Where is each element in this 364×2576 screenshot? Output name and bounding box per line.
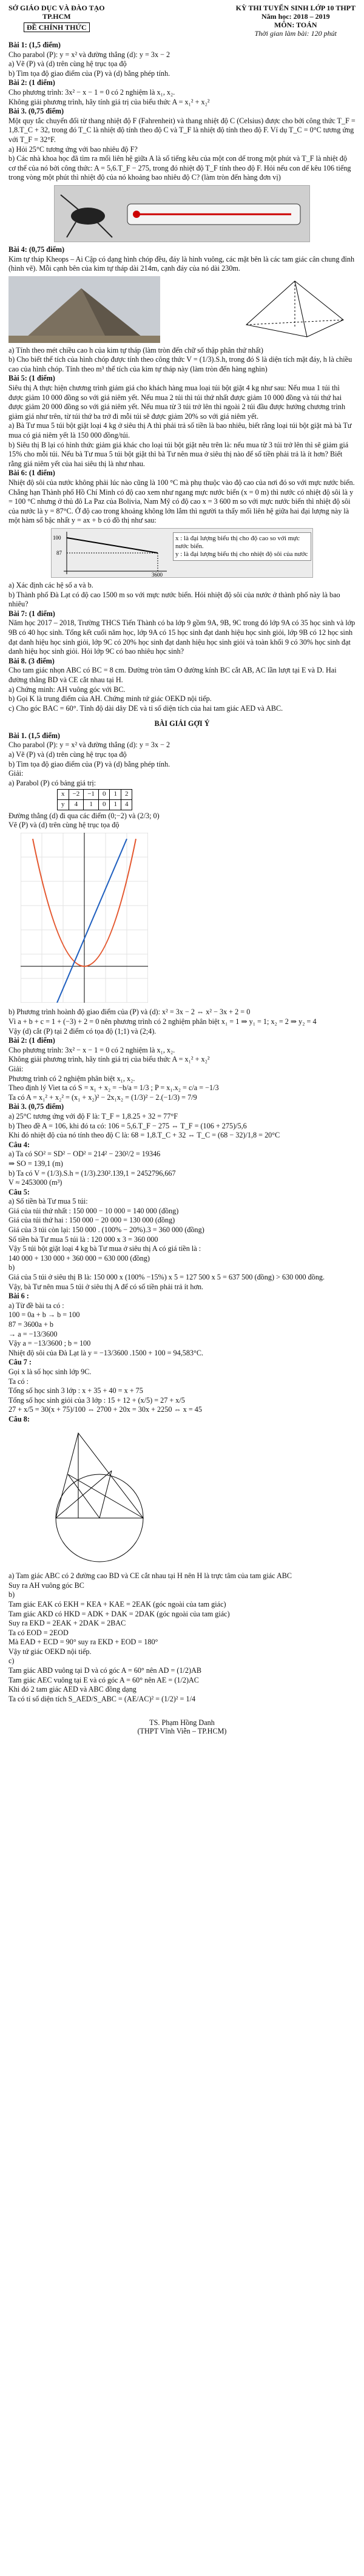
sol1-line: a) Vẽ (P) và (d) trên cùng hệ trục tọa độ — [8, 750, 127, 759]
sol2-line: a) Số tiền bà Tư mua 5 túi: — [8, 1197, 88, 1206]
sol3-line: Tam giác ABD vuông tại D và có góc A = 60° nên AD = (1/2)AB — [8, 1666, 202, 1675]
sol2-line: V ≈ 2453000 (m³) — [8, 1178, 62, 1187]
sol1-line: Giải: — [8, 769, 24, 778]
pyramid-photo — [8, 276, 160, 343]
sol3-line: Suy ra AH vuông góc BC — [8, 1581, 84, 1590]
sol2-line: b) — [8, 1263, 15, 1272]
sol3-line: a) Tam giác ABC có 2 đường cao BD và CE cắt nhau tại H nên H là trực tâm của tam giác ABC — [8, 1571, 292, 1581]
exam2-line: a) Tính theo mét chiều cao h của kim tự tháp (làm tròn đến chữ số thập phân thứ nhất) — [8, 345, 263, 354]
sol1-line: Cho parabol (P): y = x² và đường thẳng (d): y = 3x − 2 — [8, 741, 170, 750]
sol2-line: Giá của 3 túi còn lại: 150 000 . (100% − 20%).3 = 360 000 (đồng) — [8, 1225, 204, 1235]
sol2-line: 87 = 3600a + b — [8, 1320, 53, 1329]
exam-part-1 — [8, 41, 356, 183]
sol2-line: Câu 8: — [8, 1414, 30, 1423]
exam2-line: Nhiệt độ sôi của nước không phải lúc nào cũng là 100 °C mà phụ thuộc vào độ cao của nơi đó so với mực nước biển. Chẳng hạn Thành phố Hồ Chí Minh có độ cao xem như ngang mực nước biển (x = 0 m) thì nước có nhiệt độ sôi là y = 100 °C nhưng ở thủ đô La Paz của Bolivia, Nam Mỹ có độ cao x = 3 600 m so với mực nước biển thì nhiệt độ sôi của nước là y = 87°C. Ở độ cao trong khoảng không lớn lắm thì người ta thấy mối liên hệ giữa hai đại lượng này là một hàm số bậc nhất y = ax + b có đồ thị như sau: — [8, 478, 355, 525]
value-table-row-x — [58, 790, 132, 800]
sol2-line: a) 25°C tương ứng với độ F là: T_F = 1,8.25 + 32 = 77°F — [8, 1111, 178, 1120]
department-name: SỞ GIÁO DỤC VÀ ĐÀO TẠO — [8, 4, 105, 12]
subject: MÔN: TOÁN — [274, 21, 317, 29]
sol3-line: Mà EAD + ECD = 90° suy ra EKD + EOD = 180° — [8, 1638, 158, 1647]
sol2-line: 27 + x/5 = 30(x + 75)/100 ⇔ 2700 + 20x = 30x + 2250 ⇔ x = 45 — [8, 1405, 202, 1414]
official-exam-box: ĐỀ CHÍNH THỨC — [24, 22, 90, 32]
sol2-line: Khi đó nhiệt độ của nó tính theo độ C là: 68 = 1,8.T_C + 32 ⇔ T_C = (68 − 32)/1,8 = 20°C — [8, 1131, 280, 1140]
exam3-line: Bài 8. (3 điểm) — [8, 656, 55, 665]
exam-part-2a — [8, 245, 356, 274]
solution-part-1b — [8, 812, 356, 830]
sol3-line: Tam giác AEC vuông tại E và có góc A = 60° nên AE = (1/2)AC — [8, 1675, 199, 1684]
exam-line: a) Vẽ (P) và (d) trên cùng hệ trục tọa độ — [8, 59, 127, 69]
sol2-line: Giải: — [8, 1064, 24, 1073]
author-school: (THPT Vĩnh Viễn – TP.HCM) — [137, 1727, 227, 1736]
geometry-svg — [21, 1427, 178, 1567]
exam2-line: b) Cho biết thể tích của hình chóp được tính theo công thức V = (1/3).S.h, trong đó S là diện tích mặt đáy, h là chiều cao của hình chóp. Tính theo m³ thể tích của kim tự tháp này (làm tròn đến hàng nghìn) — [8, 355, 352, 373]
exam-part-2b — [8, 346, 356, 526]
school-year: Năm học: 2018 – 2019 — [261, 12, 330, 21]
document-page — [8, 0, 356, 1735]
sol2-line: a) Ta có SO² = SD² − OD² = 214² − 230²/2 = 19346 — [8, 1150, 161, 1159]
exam3-line: Cho tam giác nhọn ABC có BC = 8 cm. Đường tròn tâm O đường kính BC cắt AB, AC lần lượt tại E và D. Hai đường thẳng BD và CE cắt nhau tại H. — [8, 666, 337, 684]
value-table-cell: y — [58, 800, 69, 810]
exam-line: Bài 3. (0,75 điểm) — [8, 107, 64, 116]
exam2-line: Siêu thị A thực hiện chương trình giảm giá cho khách hàng mua loại túi bột giặt 4 kg như sau: Nếu mua 1 túi thì được giảm 10 000 đồng so với giá niêm yết. Nếu mua 2 túi thì túi thứ nhất được giảm 10 000 đồng và túi thứ hai được giảm 20 000 đồng so với giá niêm yết. Nếu mua từ 3 túi trở lên thì ngoài 2 túi đầu được hưởng chương trình giảm giá như trên, từ túi thứ ba trở đi mỗi túi sẽ được giảm 20% so với giá niêm yết. — [8, 384, 346, 421]
graph-y-100: 100 — [53, 534, 61, 541]
sol2-line: Vậy 5 túi bột giặt loại 4 kg bà Tư mua ở siêu thị A có giá tiền là : — [8, 1244, 201, 1253]
value-table-cell: 4 — [121, 800, 132, 810]
sol2-line: a) Từ đề bài ta có : — [8, 1301, 64, 1310]
solution-part-2 — [8, 1008, 356, 1424]
sol2-line: Gọi x là số học sinh lớp 9C. — [8, 1367, 92, 1376]
sol2-line: Bài 3. (0,75 điểm) — [8, 1102, 64, 1111]
sol3-line: Khi đó 2 tam giác AED và ABC đồng dạng — [8, 1685, 136, 1694]
sol2-line: Vậy a = −13/3600 ; b = 100 — [8, 1339, 91, 1348]
boiling-graph — [51, 528, 313, 578]
sol1-line: a) Parabol (P) có bảng giá trị: — [8, 778, 96, 787]
sol2-line: Giá của túi thứ hai : 150 000 − 20 000 = 130 000 (đồng) — [8, 1216, 175, 1225]
exam-part-3 — [8, 581, 356, 713]
sol2-line: Bài 2: (1 điểm) — [8, 1036, 55, 1045]
sol2-line: Ta có : — [8, 1377, 29, 1386]
sol3-line: c) — [8, 1656, 15, 1666]
geometry-figure — [21, 1427, 356, 1570]
graph-x-3600: 3600 — [152, 571, 163, 577]
sol2-line: Phương trình có 2 nghiệm phân biệt x₁, x₂. — [8, 1074, 135, 1083]
pyramid-diagram — [234, 276, 356, 343]
value-table-cell: 2 — [121, 790, 132, 800]
sol2-line: Ta có A = x₁² + x₂² = (x₁ + x₂)² − 2x₁x₂ = (1/3)² − 2.(−1/3) = 7/9 — [8, 1093, 197, 1102]
sol1-line: b) Tìm tọa độ giao điểm của (P) và (d) bằng phép tính. — [8, 759, 170, 768]
sol1b-line: Đường thẳng (d) đi qua các điểm (0;−2) và (2/3; 0) — [8, 811, 160, 820]
sol3-line: b) — [8, 1590, 15, 1599]
parabola-graph — [21, 833, 356, 1006]
exam2-line: Kim tự tháp Kheops – Ai Cập có dạng hình chóp đều, đáy là hình vuông, các mặt bên là các tam giác cân chung đỉnh (hình vẽ). Mỗi cạnh bên của kim tự tháp dài 214m, cạnh đáy của nó dài 230m. — [8, 254, 355, 273]
sol2-line: b) Ta có V = (1/3).S.h = (1/3).230².139,1 = 2452796,667 — [8, 1168, 176, 1178]
sol2-line: Vì a + b + c = 1 + (−3) + 2 = 0 nên phương trình có 2 nghiệm phân biệt x₁ = 1 ⇒ y₁ = 1; x₂ = 2 ⇒ y₂ = 4 — [8, 1017, 317, 1026]
exam2-line: Bài 6: (1 điểm) — [8, 469, 55, 478]
signature — [8, 1718, 356, 1735]
sol2-line: 100 = 0a + b → b = 100 — [8, 1310, 80, 1320]
graph-legend — [173, 532, 311, 561]
thermometer-figure — [54, 185, 310, 242]
exam2-line: a) Bà Tư mua 5 túi bột giặt loại 4 kg ở siêu thị A thì phải trả số tiền là bao nhiêu, biết rằng loại túi bột giặt mà bà Tư mua có giá niêm yết là 150 000 đồng/túi. — [8, 421, 352, 440]
header-right — [236, 4, 356, 38]
solution-part-1 — [8, 731, 356, 788]
author-name: TS. Phạm Hồng Danh — [149, 1718, 215, 1727]
legend-y: y : là đại lượng biểu thị cho nhiệt độ sôi của nước — [175, 550, 308, 558]
legend-x: x : là đại lượng biểu thị cho độ cao so với mực nước biển. — [175, 534, 300, 550]
sol2-line: Bài 6 : — [8, 1292, 29, 1301]
sol2-line: Giá của túi thứ nhất : 150 000 − 10 000 = 140 000 (đồng) — [8, 1206, 179, 1215]
sol2-line: → a = −13/3600 — [8, 1329, 58, 1338]
value-table-cell: 0 — [98, 790, 110, 800]
sol2-line: b) Theo đề A = 106, khi đó ta có: 106 = 5,6.T_F − 275 ⇔ T_F = (106 + 275)/5,6 — [8, 1121, 247, 1130]
exam3-line: a) Xác định các hệ số a và b. — [8, 580, 93, 589]
sol3-line: Tam giác EAK có EKH = KEA + KAE = 2EAK (góc ngoài của tam giác) — [8, 1599, 226, 1608]
sol2-line: Vậy (d) cắt (P) tại 2 điểm có tọa độ (1;1) và (2;4). — [8, 1026, 157, 1035]
graph-y-87: 87 — [56, 549, 62, 556]
value-table-cell: −2 — [69, 790, 84, 800]
solution-part-3 — [8, 1571, 356, 1704]
exam2-line: b) Siêu thị B lại có hình thức giảm giá khác cho loại túi bột giặt nêu trên là: nếu mua từ 3 túi trở lên thì sẽ giảm giá 15% cho mỗi túi. Nếu bà Tư mua 5 túi bột giặt thì bà Tư nên mua ở siêu thị nào để số tiền phải trả là ít hơn? Biết rằng giá niêm yết của hai siêu thị là như nhau. — [8, 440, 349, 468]
sol2-line: 140 000 + 130 000 + 360 000 = 630 000 (đồng) — [8, 1253, 150, 1263]
exam-line: b) Các nhà khoa học đã tìm ra mối liên hệ giữa A là số tiếng kêu của một con dế trong một phút và T_F là nhiệt độ cơ thể của nó bởi công thức: A = 5,6.T_F − 275, trong đó nhiệt độ T_F tính theo độ F. Hỏi nếu con dế kêu 106 tiếng trong vòng một phút thì nhiệt độ của nó khoảng bao nhiêu độ C? (làm tròn đến hàng đơn vị) — [8, 154, 351, 182]
sol2-line: Tổng số học sinh giỏi của 3 lớp : 15 + 12 + (x/5) = 27 + x/5 — [8, 1395, 185, 1405]
sol1-line: Bài 1. (1,5 điểm) — [8, 731, 60, 740]
exam-line: Cho phương trình: 3x² − x − 1 = 0 có 2 nghiệm là x₁, x₂. — [8, 87, 175, 97]
exam3-line: Bài 7: (1 điểm) — [8, 609, 55, 618]
exam3-line: c) Cho góc BAC = 60°. Tính độ dài dây DE và tỉ số diện tích của hai tam giác AED và ABC. — [8, 703, 283, 713]
sol2-line: Câu 7 : — [8, 1358, 32, 1367]
sol2-line: Vậy, bà Tư nên mua 5 túi ở siêu thị A để có số tiền phải trả ít hơn. — [8, 1282, 204, 1291]
sol2-line: ⇒ SO = 139,1 (m) — [8, 1159, 63, 1168]
sol3-line: Suy ra EKD = 2EAK + 2DAK = 2BAC — [8, 1619, 126, 1628]
exam-header — [8, 4, 356, 38]
sol3-line: Ta có tỉ số diện tích S_AED/S_ABC = (AE/AC)² = (1/2)² = 1/4 — [8, 1694, 196, 1703]
sol3-line: Tam giác AKD có HKD = ADK + DAK = 2DAK (góc ngoài của tam giác) — [8, 1609, 230, 1618]
value-table-row-y — [58, 800, 132, 810]
sol2-line: Giá của 5 túi ở siêu thị B là: 150 000 x (100% −15%) x 5 = 127 500 x 5 = 637 500 (đồng) > 630 000 đồng. — [8, 1273, 325, 1282]
sol2-line: Câu 4: — [8, 1140, 30, 1149]
exam-line: Một quy tắc chuyển đổi từ thang nhiệt độ F (Fahrenheit) và thang nhiệt độ C (Celsius) được cho bởi công thức T_F = 1,8.T_C + 32, trong đó T_C là nhiệt độ tính theo độ C và T_F là nhiệt độ tính theo độ F. Ví dụ T_C = 0°C tương ứng với T_F = 32°F. — [8, 116, 356, 144]
sol2-line: Theo định lý Viet ta có S = x₁ + x₂ = −b/a = 1/3 ; P = x₁.x₂ = c/a = −1/3 — [8, 1083, 219, 1093]
sol2-line: Số tiền bà Tư mua 5 túi là : 120 000 x 3 = 360 000 — [8, 1235, 158, 1244]
exam-line: Bài 2: (1 điểm) — [8, 78, 55, 87]
exam3-line: Năm học 2017 – 2018, Trường THCS Tiến Thành có ba lớp 9 gồm 9A, 9B, 9C trong đó lớp 9A có 35 học sinh và lớp 9B có 40 học sinh. Tổng kết cuối năm học, lớp 9A có 15 học sinh đạt danh hiệu học sinh giỏi, lớp 9B có 12 học sinh đạt danh hiệu học sinh giỏi, lớp 9C có 20% học sinh đạt danh hiệu học sinh giỏi và toàn khối 9 có 30% học sinh đạt danh hiệu học sinh giỏi. Hỏi lớp 9C có bao nhiêu học sinh? — [8, 619, 356, 656]
sol2-line: Câu 5: — [8, 1187, 30, 1196]
exam-line: Không giải phương trình, hãy tính giá trị của biểu thức A = x₁² + x₂² — [8, 97, 210, 106]
sol3-line: Ta có EOD = 2EOD — [8, 1628, 69, 1637]
exam2-line: Bài 5: (1 điểm) — [8, 374, 55, 383]
exam3-line: a) Chứng minh: AH vuông góc với BC. — [8, 685, 126, 694]
sol1b-line: Vẽ (P) và (d) trên cùng hệ trục tọa độ — [8, 821, 120, 830]
exam3-line: b) Gọi K là trung điểm của AH. Chứng minh tứ giác OEKD nội tiếp. — [8, 694, 212, 703]
exam2-line: Bài 4: (0,75 điểm) — [8, 245, 65, 254]
sol2-line: Không giải phương trình, hãy tính giá trị của biểu thức A = x₁² + x₂² — [8, 1055, 210, 1064]
value-table-cell: 1 — [110, 790, 121, 800]
value-table-cell: 1 — [110, 800, 121, 810]
sol3-line: Vậy tứ giác OEKD nội tiếp. — [8, 1647, 92, 1656]
header-left — [8, 4, 105, 38]
parabola-graph-svg — [21, 833, 148, 1003]
exam-line: b) Tìm tọa độ giao điểm của (P) và (d) bằng phép tính. — [8, 69, 170, 78]
exam3-line: b) Thành phố Đà Lạt có độ cao 1500 m so với mực nước biển. Hỏi nhiệt độ sôi của nước ở thành phố này là bao nhiêu? — [8, 590, 340, 609]
value-table-cell: 0 — [98, 800, 110, 810]
sol2-line: Cho phương trình: 3x² − x − 1 = 0 có 2 nghiệm là x₁, x₂. — [8, 1045, 175, 1054]
pyramid-figures — [8, 276, 356, 343]
sol2-line: b) Phương trình hoành độ giao điểm của (P) và (d): x² = 3x − 2 ⇔ x² − 3x + 2 = 0 — [8, 1008, 251, 1017]
sol2-line: Tổng số học sinh 3 lớp : x + 35 + 40 = x + 75 — [8, 1386, 143, 1395]
value-table-cell: 4 — [69, 800, 84, 810]
exam-line: Cho parabol (P): y = x² và đường thẳng (d): y = 3x − 2 — [8, 50, 170, 59]
solution-title: BÀI GIẢI GỢI Ý — [154, 719, 210, 728]
exam-line: a) Hỏi 25°C tương ứng với bao nhiêu độ F? — [8, 144, 138, 154]
value-table — [57, 789, 132, 810]
value-table-cell: x — [58, 790, 69, 800]
exam-line: Bài 1: (1,5 điểm) — [8, 41, 61, 49]
thermometer-illustration — [55, 186, 309, 242]
sol2-line: Nhiệt độ sôi của Đà Lạt là y = −13/3600 .1500 + 100 = 94,583°C. — [8, 1348, 204, 1357]
value-table-cell: 1 — [84, 800, 99, 810]
time-allowed: Thời gian làm bài: 120 phút — [254, 29, 337, 38]
department-city: TP.HCM — [42, 12, 71, 21]
exam-name: KỲ THI TUYỂN SINH LỚP 10 THPT — [235, 4, 356, 12]
value-table-cell: −1 — [84, 790, 99, 800]
